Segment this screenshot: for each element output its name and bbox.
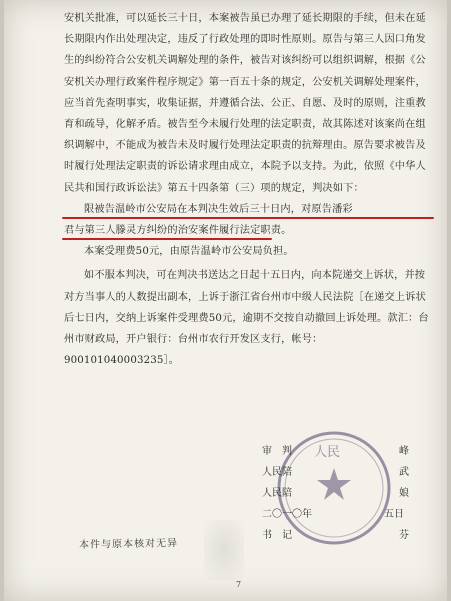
- page-number: 7: [236, 580, 242, 589]
- red-underline-1: [62, 217, 434, 219]
- seal-text: 人民: [314, 445, 341, 460]
- scan-smudge: [204, 520, 244, 580]
- judge-label: 审 判: [262, 446, 292, 457]
- verdict-line-2: 君与第三人滕灵方纠纷的治安案件履行法定职责。: [64, 225, 292, 237]
- juror-1-name: 武: [399, 467, 409, 478]
- judgment-date-day: 五日: [384, 509, 404, 520]
- juror-2-name: 娘: [399, 488, 409, 499]
- court-seal: [274, 428, 394, 548]
- judge-name: 峰: [399, 446, 409, 457]
- judgment-body: [64, 8, 434, 371]
- appeal-paragraph: 如不服本判决，可在判决书送达之日起十五日内，向本院递交上诉状，并按对方当事人的人数提出副本，上诉于浙江省台州市中级人民法院［在递交上诉状后七日内，交纳上诉案件受理费50元，逾期不交按自动撤回上诉处理。款汇：台州市财政局，开户银行：台州市农行开发区支行，帐号：900101040003235］。: [64, 270, 429, 367]
- document-page: [4, 0, 447, 601]
- clerk-name: 芬: [399, 530, 409, 541]
- reasoning-paragraph: 安机关批准，可以延长三十日，本案被告虽已办理了延长期限的手续，但未在延长期限内作出处理决定，违反了行政处理的即时性原则。原告与第三人因口角发生的纠纷符合公安机关调解处理的条件，被告对该纠纷可以组织调解，根据《公安机关办理行政案件程序规定》第一百五十条的规定，公安机关调解处理案件，应当首先查明事实，收集证据，并遵循合法、公正、自愿、及时的原则，注重教育和疏导，化解矛盾。被告至今未履行处理的法定职责，故其陈述对该案尚在组织调解中，不能成为被告未及时履行处理法定职责的抗辩理由。原告要求被告及时履行处理法定职责的诉讼请求理由成立，本院予以支持。为此，依照《中华人民共和国行政诉讼法》第五十四条第（三）项的规定，判决如下：: [64, 13, 426, 194]
- juror-1-label: 人民陪: [262, 467, 292, 478]
- red-underline-2: [62, 238, 272, 240]
- fee-paragraph: 本案受理费50元，由原告温岭市公安局负担。: [84, 246, 294, 258]
- verdict: [64, 199, 434, 241]
- juror-2-label: 人民陪: [262, 488, 292, 499]
- clerk-label: 书 记: [262, 530, 292, 541]
- judgment-date: 二〇一〇年: [262, 509, 312, 520]
- verdict-line-1: 限被告温岭市公安局在本判决生效后三十日内，对原告潘彩: [84, 203, 353, 215]
- certification-note: 本件与原本核对无异: [78, 538, 179, 551]
